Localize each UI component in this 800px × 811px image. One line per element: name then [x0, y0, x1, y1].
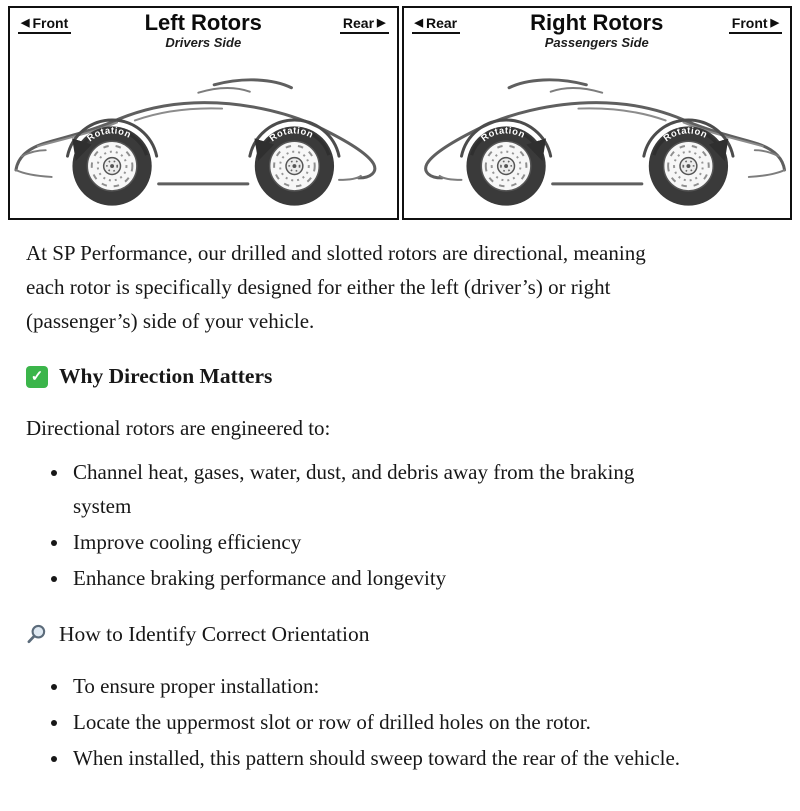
rotation-label: Rotation — [478, 124, 527, 144]
list-item: • When installed, this pattern should sweep toward the rear of the vehicle. — [70, 741, 693, 775]
left-arrow-icon: ◀ — [414, 16, 423, 29]
right-arrow-icon: ▶ — [770, 16, 779, 29]
list-item: • Channel heat, gases, water, dust, and debris away from the braking system — [70, 455, 693, 523]
heading-text: Why Direction Matters — [59, 363, 273, 388]
panel-subtitle: Drivers Side — [165, 34, 242, 50]
car-side-illustration — [10, 61, 397, 218]
left-rotors-panel — [8, 6, 399, 220]
right-arrow-icon: ▶ — [377, 16, 386, 29]
panel-subtitle: Passengers Side — [544, 34, 649, 50]
rear-direction-label — [340, 15, 389, 34]
list-item: • To ensure proper installation: — [70, 669, 693, 703]
orientation-steps-list — [26, 669, 736, 775]
magnifier-icon — [26, 623, 48, 645]
rear-direction-label — [412, 15, 461, 34]
right-rotors-panel — [402, 6, 793, 220]
panel-title: Left Rotors — [144, 10, 262, 35]
rear-wheel-rotor — [466, 126, 545, 205]
panel-title: Right Rotors — [530, 10, 664, 35]
direction-text: Front — [32, 15, 69, 31]
direction-text: Rear — [342, 15, 375, 31]
left-arrow-icon: ◀ — [21, 16, 30, 29]
rear-wheel-rotor — [255, 126, 334, 205]
front-wheel-rotor — [72, 126, 151, 205]
car-art — [16, 80, 375, 206]
intro-paragraph: At SP Performance, our drilled and slotted rotors are directional, meaning each rotor is specifically designed for either the left (driver’s) or right (passenger’s) side of your vehicle. — [26, 240, 646, 333]
direction-text: Rear — [425, 15, 458, 31]
rotation-label: Rotation — [84, 124, 134, 144]
product-description — [0, 220, 800, 811]
rotor-direction-diagram — [8, 6, 792, 220]
rotation-label: Rotation — [266, 124, 316, 144]
section-heading-identify-orientation — [26, 622, 736, 648]
panel-header — [10, 8, 397, 61]
list-item: • Locate the uppermost slot or row of drilled holes on the rotor. — [70, 705, 693, 739]
front-direction-label — [18, 15, 71, 34]
heading-text: How to Identify Correct Orientation — [59, 621, 370, 646]
front-direction-label — [729, 15, 782, 34]
rotation-label: Rotation — [660, 124, 710, 144]
benefits-list — [26, 455, 736, 595]
lead-paragraph: Directional rotors are engineered to: — [26, 416, 331, 441]
section-heading-why-direction-matters — [26, 364, 736, 390]
list-item: • Improve cooling efficiency — [70, 525, 693, 559]
check-icon: ✓ — [26, 366, 48, 388]
car-side-illustration — [404, 61, 791, 218]
car-art — [425, 80, 784, 206]
front-wheel-rotor — [648, 126, 727, 205]
panel-header — [404, 8, 791, 61]
list-item: • Enhance braking performance and longevity — [70, 561, 693, 595]
direction-text: Front — [731, 15, 768, 31]
